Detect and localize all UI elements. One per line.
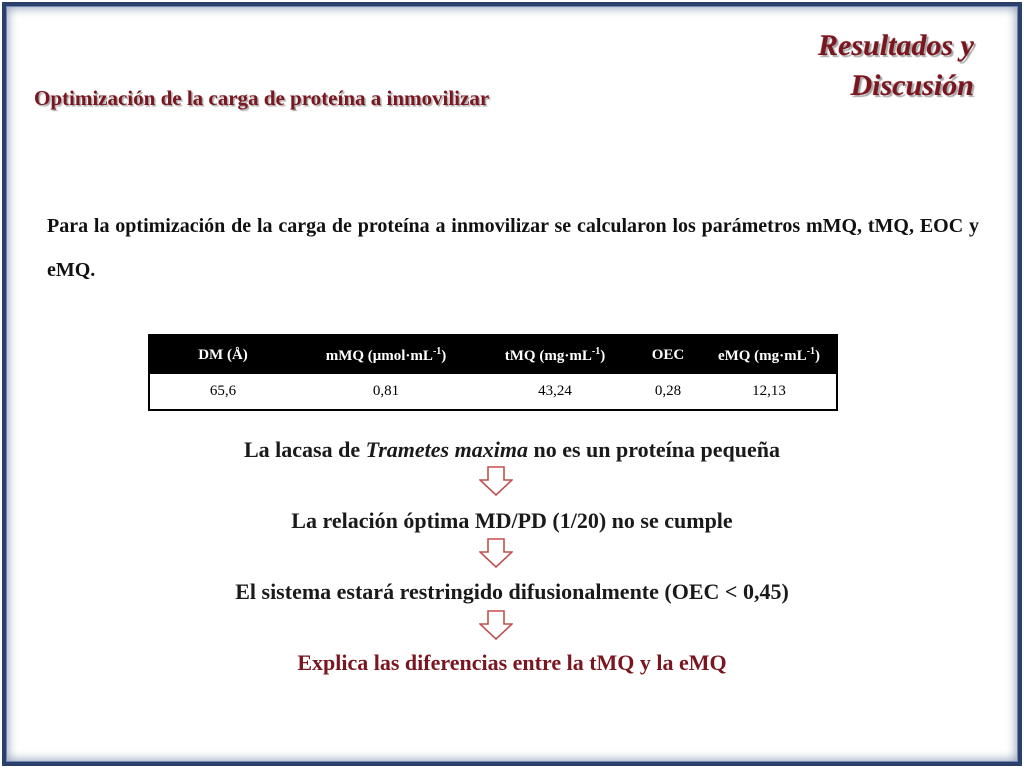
header-emq: eMQ $(mg\cdot mL^{-1})$ [702, 335, 837, 374]
title-line-1: Resultados y [818, 29, 974, 62]
table-header-row [149, 335, 837, 374]
cell-dm: 65,6 [149, 374, 296, 410]
section-subtitle: Optimización de la carga de proteína a inmovilizar [34, 86, 490, 110]
header-mmq: mMQ $(\mu mol\cdot mL^{-1})$ [296, 335, 476, 374]
cell-mmq: 0,81 [296, 374, 476, 410]
down-arrow-icon [479, 538, 513, 568]
cell-emq: 12,13 [702, 374, 837, 410]
cell-oec: 0,28 [634, 374, 702, 410]
header-dm: DM (Å) [149, 335, 296, 374]
table-row [149, 374, 837, 410]
intro-paragraph: Para la optimización de la carga de proteína a inmovilizar se calcularon los parámetros mMQ, tMQ, EOC y eMQ. [47, 215, 979, 281]
header-tmq: tMQ $(mg\cdot mL^{-1})$ [476, 335, 634, 374]
down-arrow-icon [479, 466, 513, 496]
flow-step-1: La lacasa de Trametes maxima no es un proteína pequeña [243, 437, 780, 462]
flow-step-2: La relación óptima MD/PD (1/20) no se cumple [291, 508, 733, 533]
down-arrow-icon [479, 610, 513, 640]
slide-title [818, 26, 974, 106]
flow-step-4: Explica las diferencias entre la tMQ y la eMQ [297, 650, 727, 675]
parameters-table [148, 334, 838, 411]
header-oec: OEC [634, 335, 702, 374]
flow-step-3: El sistema estará restringido difusionalmente (OEC < 0,45) [235, 579, 789, 604]
title-line-2: Discusión [850, 69, 974, 102]
cell-tmq: 43,24 [476, 374, 634, 410]
